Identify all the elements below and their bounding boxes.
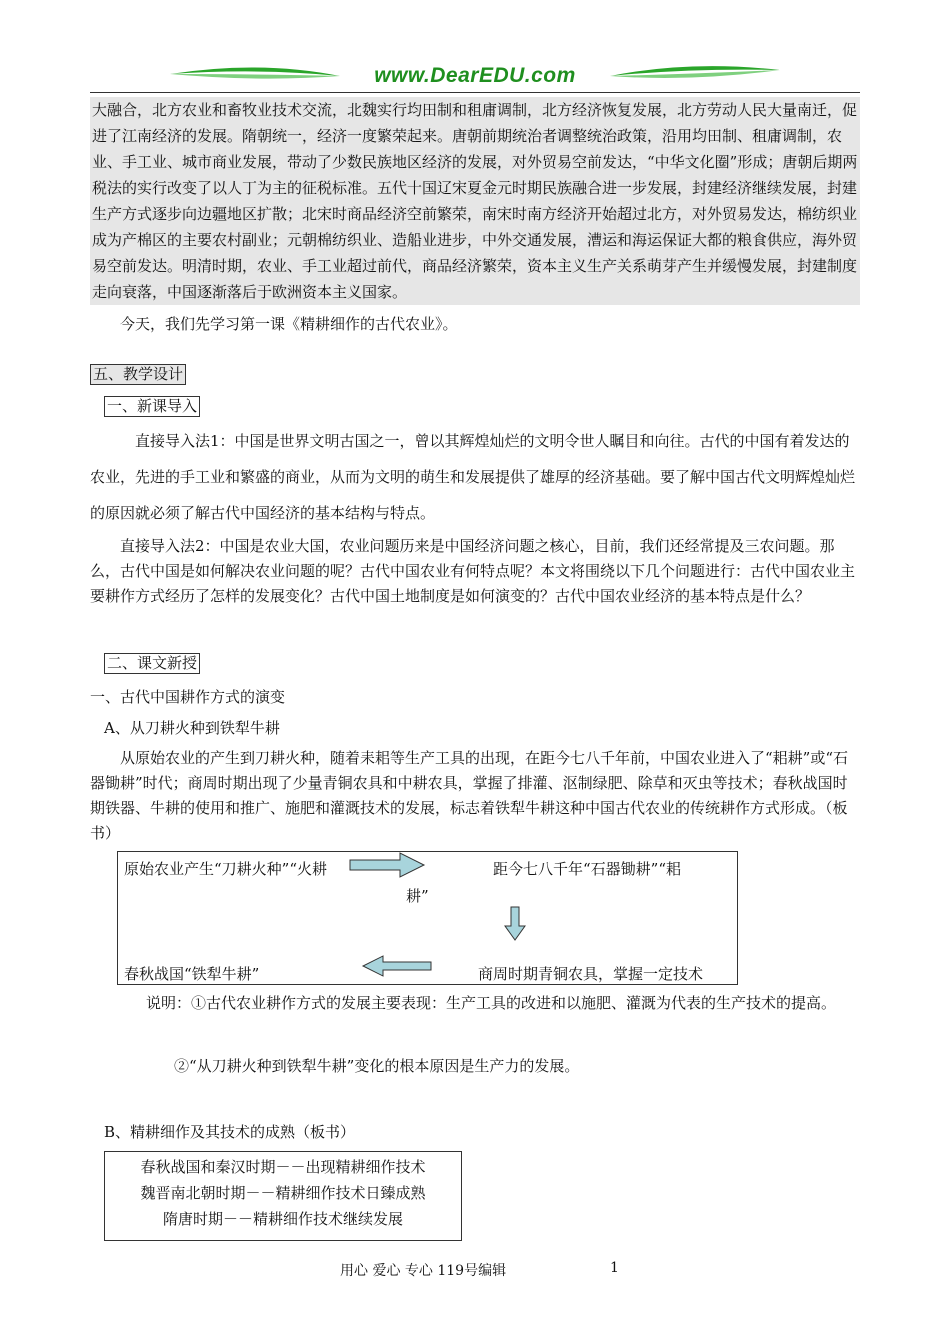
- technique-box: [104, 1151, 462, 1241]
- section-five-heading: 五、教学设计: [90, 364, 186, 385]
- subsection-new-lesson-heading: 二、课文新授: [104, 653, 200, 674]
- note-one: 说明：①古代农业耕作方式的发展主要表现：生产工具的改进和以施肥、灌溉为代表的生产技术的提高。: [146, 994, 837, 1012]
- subsection-intro-heading: 一、新课导入: [104, 396, 200, 417]
- site-logo-text: www.DearEDU.com: [374, 64, 576, 87]
- right-arrow-icon: [348, 852, 428, 878]
- site-header: [90, 62, 860, 92]
- method-one-paragraph: 直接导入法1：中国是世界文明古国之一，曾以其辉煌灿烂的文明令世人瞩目和向往。古代的中国有着发达的农业，先进的手工业和繁盛的商业，从而为文明的萌生和发展提供了雄厚的经济基础。要了解中国古代文明辉煌灿烂的原因就必须了解古代中国经济的基本结构与特点。: [90, 432, 856, 522]
- down-arrow-icon: [504, 906, 526, 942]
- flow-node-stone-hoe: 距今七八千年“石器锄耕”“耜: [493, 860, 682, 878]
- intro-paragraph: 大融合，北方农业和畜牧业技术交流，北魏实行均田制和租庸调制，北方经济恢复发展，北方劳动人民大量南迁，促进了江南经济的发展。隋朝统一，经济一度繁荣起来。唐朝前期统治者调整统治政策，沿用均田制、租庸调制，农业、手工业、城市商业发展，带动了少数民族地区经济的发展，对外贸易空前发达，“中华文化圈”形成；唐朝后期两税法的实行改变了以人丁为主的征税标准。五代十国辽宋夏金元时期民族融合进一步发展，封建经济继续发展，封建生产方式逐步向边疆地区扩散；北宋时商品经济空前繁荣，南宋时南方经济开始超过北方，对外贸易发达，棉纺织业成为产棉区的主要农村副业；元朝棉纺织业、造船业进步，中外交通发展，漕运和海运保证大都的粮食供应，海外贸易空前发达。明清时期，农业、手工业超过前代，商品经济繁荣，资本主义生产关系萌芽产生并缓慢发展，封建制度走向衰落，中国逐渐落后于欧洲资本主义国家。: [90, 97, 860, 305]
- note-two: ②“从刀耕火种到铁犁牛耕”变化的根本原因是生产力的发展。: [174, 1057, 580, 1075]
- footer-text: 用心 爱心 专心 119号编辑: [340, 1263, 507, 1279]
- flow-node-stone-hoe-cont: 耕”: [406, 887, 429, 905]
- heading-one: 一、古代中国耕作方式的演变: [90, 688, 286, 706]
- paragraph-a: 从原始农业的产生到刀耕火种，随着耒耜等生产工具的出现，在距今七八千年前，中国农业进入了“耜耕”或“石器锄耕”时代；商周时期出现了少量青铜农具和中耕农具，掌握了排灌、沤制绿肥、除草和灭虫等技术；春秋战国时期铁器、牛耕的使用和推广、施肥和灌溉技术的发展，标志着铁犁牛耕这种中国古代农业的传统耕作方式形成。（板书）: [90, 749, 849, 842]
- header-rule: [90, 92, 860, 93]
- technique-line-3: 隋唐时期－－精耕细作技术继续发展: [162, 1210, 403, 1228]
- flow-node-primitive: 原始农业产生“刀耕火种”“火耕: [124, 860, 328, 878]
- technique-line-2: 魏晋南北朝时期－－精耕细作技术日臻成熟: [140, 1184, 426, 1202]
- method-two-paragraph: 直接导入法2：中国是农业大国，农业问题历来是中国经济问题之核心，目前，我们还经常提及三农问题。那么，古代中国是如何解决农业问题的呢？古代中国农业有何特点呢？本文将围绕以下几个问题进行：古代中国农业主要耕作方式经历了怎样的发展变化？古代中国土地制度是如何演变的？古代中国农业经济的基本特点是什么？: [90, 537, 856, 605]
- heading-b: B、精耕细作及其技术的成熟（板书）: [104, 1123, 356, 1141]
- left-arrow-icon: [361, 955, 433, 977]
- today-line: 今天，我们先学习第一课《精耕细作的古代农业》。: [120, 315, 458, 333]
- page-number: 1: [610, 1260, 619, 1276]
- heading-a: A、从刀耕火种到铁犁牛耕: [104, 719, 280, 737]
- technique-line-1: 春秋战国和秦汉时期－－出现精耕细作技术: [140, 1158, 426, 1176]
- farming-flow-diagram: [117, 851, 738, 985]
- flow-node-shang-zhou: 商周时期青铜农具，掌握一定技术: [478, 965, 704, 983]
- flow-node-iron-plow: 春秋战国“铁犁牛耕”: [124, 965, 260, 983]
